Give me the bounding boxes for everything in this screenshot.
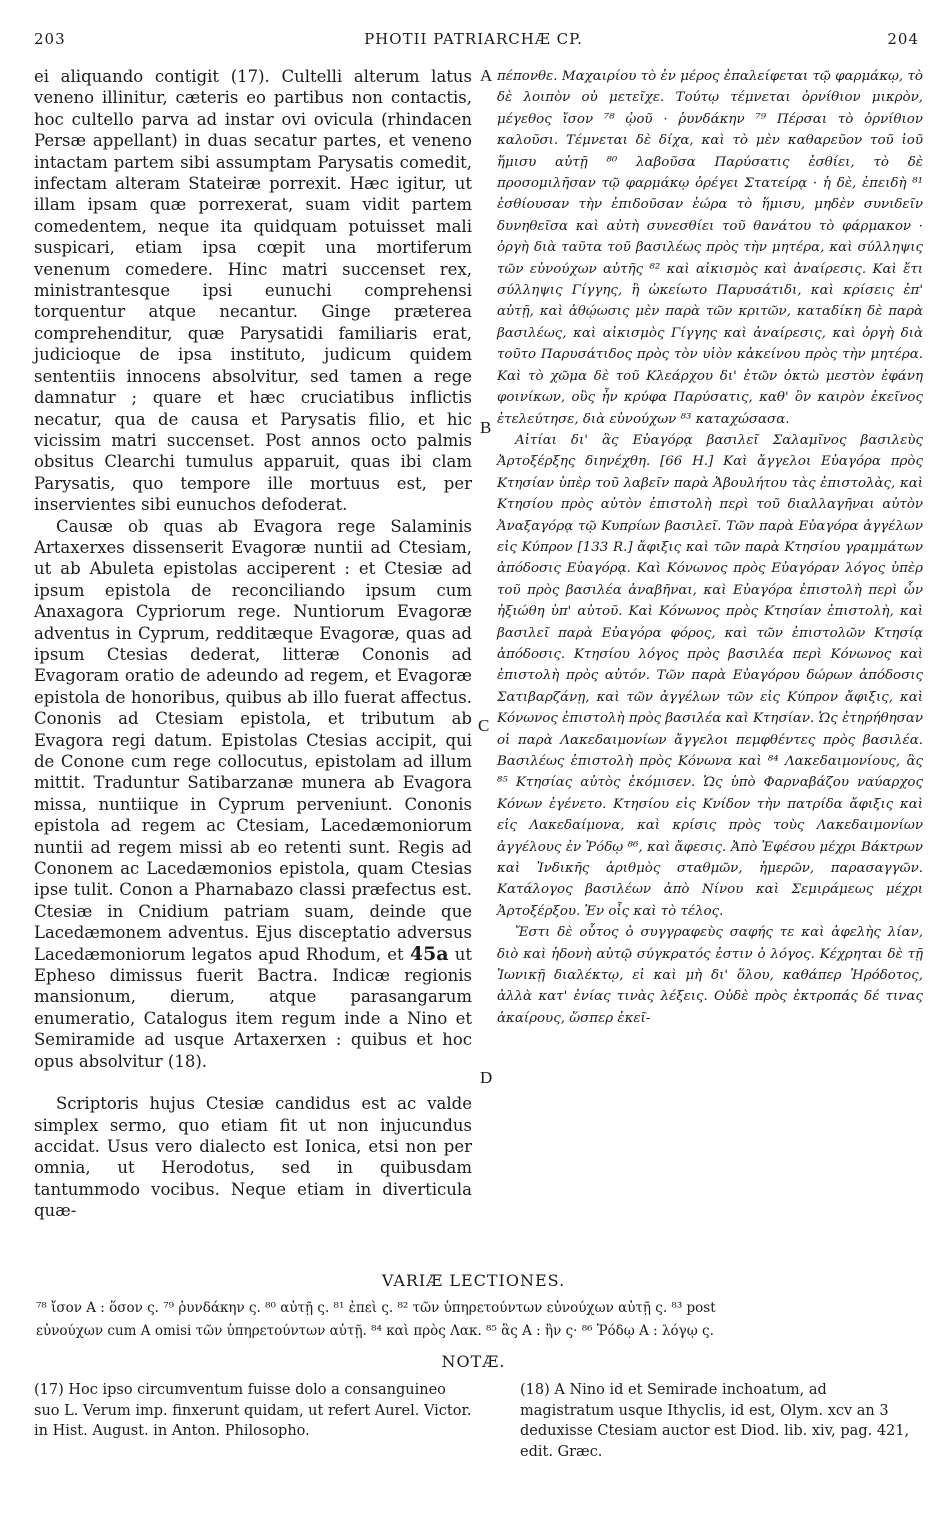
greek-column bbox=[497, 66, 923, 1029]
latin-paragraph-3: Scriptoris hujus Ctesiæ candidus est ac valde simplex sermo, quo etiam fit ut non injucundus accidat. Usus vero dialecto est Ionica, etsi non per omnia, ut Herodotus, sed in quibusdam tantummodo vocibus. Neque etiam in diverticula quæ- bbox=[34, 1094, 472, 1221]
margin-letter-b: B bbox=[480, 418, 492, 437]
latin-paragraph-2-end: ut Epheso dimissus fuerit Bactra. Indicæ regionis mansionum, dierum, atque parasangarum enumeratio, Catalogus item regum inde a Nino et Semiramide ad usque Artaxerxen : quibus et hoc opus absolvitur (18). bbox=[34, 944, 473, 1071]
variae-line-1: ⁷⁸ ἴσον A : ὅσον ς. ⁷⁹ ῥυνδάκην ς. ⁸⁰ αὐτῇ ς. ⁸¹ ἐπεὶ ς. ⁸² τῶν ὑπηρετούντων εὐνούχων αὐτῇ ς. ⁸³ post bbox=[36, 1300, 716, 1316]
page-number-left: 203 bbox=[34, 30, 66, 48]
greek-paragraph-3: Ἔστι δὲ οὗτος ὁ συγγραφεὺς σαφής τε καὶ ἀφελὴς λίαν, διὸ καὶ ἡδονὴ αὐτῷ σύγκρατός ἐστιν ὁ λόγος. Κέχρηται δὲ τῇ Ἰωνικῇ διαλέκτῳ, εἰ καὶ μὴ δι' ὅλου, καθάπερ Ἡρόδοτος, ἀλλὰ κατ' ἐνίας τινὰς λέξεις. Οὐδὲ πρὸς ἐκτροπάς δέ τινας ἀκαίρους, ὥσπερ ἐκεῖ- bbox=[497, 925, 923, 1026]
note-17: (17) Hoc ipso circumventum fuisse dolo a consanguineo suo L. Verum imp. finxerunt quidam, ut refert Aurel. Victor. in Hist. August. in Anton. Philosopho. bbox=[34, 1382, 472, 1439]
greek-paragraph-1: πέπονθε. Μαχαιρίου τὸ ἐν μέρος ἐπαλείφεται τῷ φαρμάκῳ, τὸ δὲ λοιπὸν οὐ μετεῖχε. Τούτῳ τέμνεται ὀρνίθιον μικρὸν, μέγεθος ἴσον ⁷⁸ ᾠοῦ · ῥυνδάκην ⁷⁹ Πέρσαι τὸ ὀρνίθιον καλοῦσι. Τέμνεται δὲ δίχα, καὶ τὸ μὲν καθαρεῦον τοῦ ἰοῦ ἥμισυ αὐτῇ ⁸⁰ λαβοῦσα Παρύσατις ἐσθίει, τὸ δὲ προσομιλῆσαν τῷ φαρμάκῳ ὀρέγει Στατείρᾳ · ἡ δὲ, ἐπειδὴ ⁸¹ ἐσθίουσαν τὴν ἐπιδοῦσαν ἑώρα τὸ ἥμισυ, μηδὲν συνιδεῖν δυνηθεῖσα καὶ αὐτὴ συνεσθίει τοῦ θανάτου τὸ φάρμακον · ὀργὴ διὰ ταῦτα τοῦ βασιλέως πρὸς τὴν μητέρα, καὶ σύλληψις τῶν εὐνούχων αὐτῆς ⁸² καὶ αἰκισμὸς καὶ ἀναίρεσις. Καὶ ἔτι σύλληψις Γίγγης, ἣ ὡκείωτο Παρυσάτιδι, καὶ κρίσεις ἐπ' αὐτῇ, καὶ ἀθῴωσις μὲν παρὰ τῶν κριτῶν, καταδίκη δὲ παρὰ βασιλέως, καὶ αἰκισμὸς Γίγγης καὶ ἀναίρεσις, καὶ ὀργὴ διὰ τοῦτο Παρυσάτιδος πρὸς τὸν υἱὸν κἀκείνου πρὸς τὴν μητέρα. Καὶ τὸ χῶμα δὲ τοῦ Κλεάρχου δι' ἐτῶν ὀκτὼ μεστὸν ἐφάνη φοινίκων, οὓς ἦν κρύφα Παρύσατις, καθ' ὃν καιρὸν ἐκεῖνος ἐτελεύτησε, διὰ εὐνούχων ⁸³ καταχώσασα. bbox=[497, 69, 923, 427]
running-header bbox=[0, 30, 947, 56]
column-marker: 45a bbox=[409, 942, 449, 965]
margin-letter-c: C bbox=[478, 716, 490, 735]
variae-lectiones bbox=[36, 1297, 916, 1343]
margin-letter-d: D bbox=[480, 1068, 493, 1087]
latin-paragraph-1: ei aliquando contigit (17). Cultelli alterum latus veneno illinitur, cæteris eo partibus non contactis, hoc cultello parva ad instar ovi ovicula (rhindacen Persæ appellant) in duas secatur partes, et veneno intactam partem sibi assumptam Parysatis comedit, infectam alteram Stateiræ porrexit. Hæc igitur, ut illam ipsam quæ porrexerat, suam vidit partem comedentem, neque ita quidquam potuisset mali suspicari, etiam ipsa cœpit una mortiferum venenum comedere. Hinc matri succenset rex, ministrantesque ipsi eunuchi comprehensi torquentur atque necantur. Ginge præterea comprehenditur, quæ Parysatidi familiaris erat, judicioque de ipsa instituto, judicum quidem sententiis innocens absolvitur, sed tamen a rege damnatur ; quare et hæc cruciatibus inflictis necatur, qua de causa et Parysatis filio, et hic vicissim matri succenset. Post annos octo palmis obsitus Clearchi tumulus apparuit, quas ibi clam Parysatis, quo tempore ille mortuus est, per inservientes sibi eunuchos defoderat. bbox=[34, 67, 472, 515]
note-18: (18) A Nino id et Semirade inchoatum, ad magistratum usque Ithyclis, id est, Olym. xcv an 3 deduxisse Ctesiam auctor est Diod. lib. xiv, pag. 421, edit. Græc. bbox=[520, 1382, 910, 1460]
latin-paragraph-2-text: Causæ ob quas ab Evagora rege Salaminis Artaxerxes dissenserit Evagoræ nuntii ad Ctesiam, ut ab Abuleta epistolas acciperent : et Ctesiæ ad ipsum epistola de reconciliando ipsum cum Anaxagora Cypriorum rege. Nuntiorum Evagoræ adventus in Cyprum, redditæque Evagoræ, quas ad ipsum Ctesias dederat, litteræ Cononis ad Evagoram oratio de adeundo ad regem, et Evagoræ epistola de honoribus, quibus ab illo fuerat affectus. Cononis ad Ctesiam epistola, et tributum ab Evagora regi datum. Epistolas Ctesias accipit, qui de Conone cum rege collocutus, epistolam ad illum mittit. Traduntur Satibarzanæ munera ab Evagora missa, nuntiique in Cyprum perveniunt. Cononis epistola ad regem ac Ctesiam, Lacedæmoniorum nuntii ad regem missi ab eo retenti sunt. Regis ad Cononem ac Lacedæmonios epistola, quam Ctesias ipse tulit. Conon a Pharnabazo classi præfectus est. Ctesiæ in Cnidium patriam suam, deinde que Lacedæmonem adventus. Ejus disceptatio adversus Lacedæmoniorum legatos apud Rhodum, et bbox=[34, 516, 472, 964]
latin-column bbox=[34, 66, 472, 1222]
latin-paragraph-2 bbox=[34, 516, 472, 1073]
variae-line-2: εὐνούχων cum A omisi τῶν ὑπηρετούντων αὐτῇ. ⁸⁴ καὶ πρὸς Λακ. ⁸⁵ ἃς A : ἣν ς· ⁸⁶ Ῥόδῳ A : λόγῳ ς. bbox=[36, 1323, 714, 1339]
greek-paragraph-2: Αἰτίαι δι' ἃς Εὐαγόρᾳ βασιλεῖ Σαλαμῖνος βασιλεὺς Ἀρτοξέρξης διηνέχθη. [66 H.] Καὶ ἄγγελοι Εὐαγόρα πρὸς Κτησίαν ὑπὲρ τοῦ λαβεῖν παρὰ Ἀβουλήτου τὰς ἐπιστολὰς, καὶ Κτησίου πρὸς αὐτὸν ἐπιστολὴ περὶ τοῦ διαλλαγῆναι αὐτὸν Ἀναξαγόρᾳ τῷ Κυπρίων βασιλεῖ. Τῶν παρὰ Εὐαγόρα ἀγγέλων εἰς Κύπρον [133 R.] ἄφιξις καὶ τῶν παρὰ Κτησίου γραμμάτων ἀπόδοσις Εὐαγόρᾳ. Καὶ Κόνωνος πρὸς Εὐαγόραν λόγος ὑπὲρ τοῦ πρὸς βασιλέα ἀναβῆναι, καὶ Εὐαγόρα ἐπιστολὴ περὶ ὧν ἠξιώθη ὑπ' αὐτοῦ. Καὶ Κόνωνος πρὸς Κτησίαν ἐπιστολὴ, καὶ βασιλεῖ παρὰ Εὐαγόρα φόρος, καὶ τῶν ἐπιστολῶν Κτησίᾳ ἀπόδοσις. Κτησίου λόγος πρὸς βασιλέα περὶ Κόνωνος καὶ ἐπιστολὴ πρὸς αὐτόν. Τῶν παρὰ Εὐαγόρου δώρων ἀπόδοσις Σατιβαρζάνῃ, καὶ τῶν ἀγγέλων τῶν εἰς Κύπρον ἄφιξις, καὶ Κόνωνος ἐπιστολὴ πρὸς βασιλέα καὶ Κτησίαν. Ὡς ἐτηρήθησαν οἱ παρὰ Λακεδαιμονίων ἄγγελοι πεμφθέντες πρὸς βασιλέα. Βασιλέως ἐπιστολὴ πρὸς Κόνωνα καὶ ⁸⁴ Λακεδαιμονίους, ἃς ⁸⁵ Κτησίας αὐτὸς ἐκόμισεν. Ὡς ὑπὸ Φαρναβάζου ναύαρχος Κόνων ἐγένετο. Κτησίου εἰς Κνίδον τὴν πατρίδα ἄφιξις καὶ εἰς Λακεδαίμονα, καὶ κρίσις πρὸς τοὺς Λακεδαιμονίων ἀγγέλους ἐν Ῥόδῳ ⁸⁶, καὶ ἄφεσις. Ἀπὸ Ἐφέσου μέχρι Βάκτρων καὶ Ἰνδικῆς ἀριθμὸς σταθμῶν, ἡμερῶν, παρασαγγῶν. Κατάλογος βασιλέων ἀπὸ Νίνου καὶ Σεμιράμεως μέχρι Ἀρτοξέρξου. Ἐν οἷς καὶ τὸ τέλος. bbox=[497, 432, 923, 919]
margin-letter-a: A bbox=[480, 66, 493, 85]
running-title: PHOTII PATRIARCHÆ CP. bbox=[364, 30, 583, 48]
page-number-right: 204 bbox=[887, 30, 919, 48]
notae-heading: NOTÆ. bbox=[441, 1352, 506, 1371]
variae-lectiones-heading: VARIÆ LECTIONES. bbox=[381, 1271, 566, 1290]
